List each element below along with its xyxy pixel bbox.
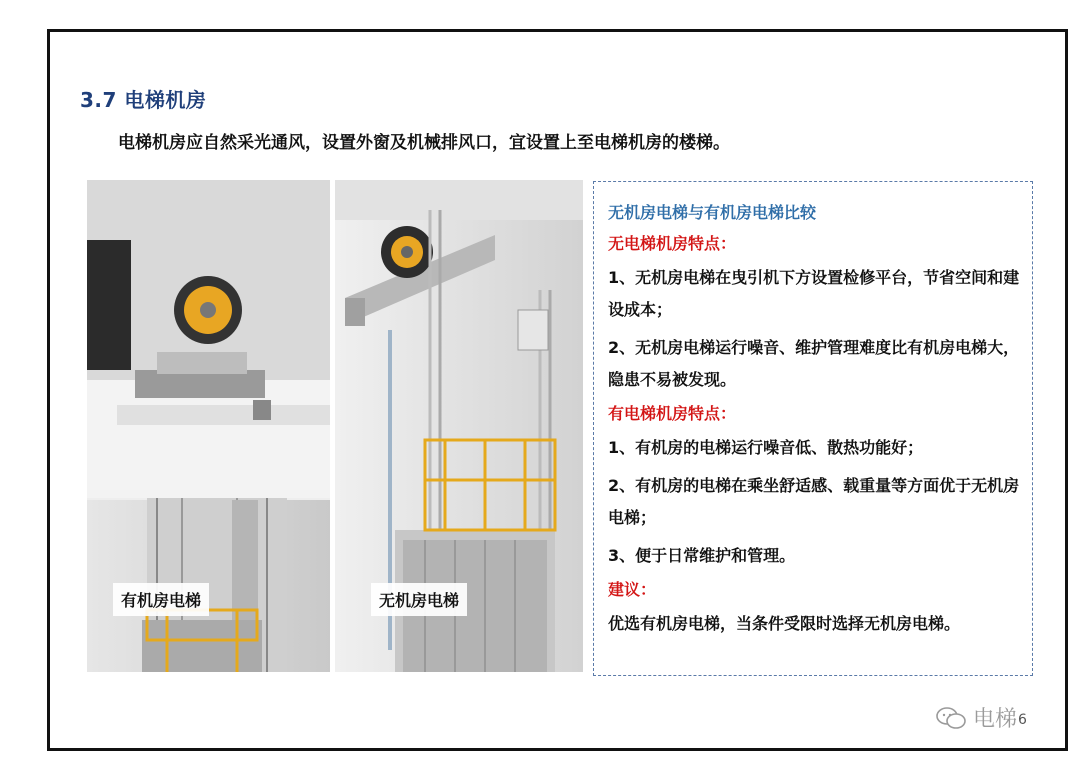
mr-features-heading: 有电梯机房特点： (608, 404, 737, 423)
advice-heading: 建议： (608, 580, 657, 599)
wechat-icon (935, 706, 967, 730)
slide-number: 6 (1018, 712, 1027, 728)
mr-point-2: 2、有机房的电梯在乘坐舒适感、载重量等方面优于无机房电梯； (608, 476, 1020, 527)
mrl-elevator-image (335, 180, 583, 672)
machine-room-elevator-label: 有机房电梯 (113, 583, 209, 616)
mrl-point-1: 1、无机房电梯在曳引机下方设置检修平台，节省空间和建设成本； (608, 268, 1020, 319)
watermark (935, 702, 1017, 733)
mr-point-3: 3、便于日常维护和管理。 (608, 546, 796, 565)
watermark-text: 电梯 (973, 707, 1018, 732)
mrl-elevator-label: 无机房电梯 (371, 583, 467, 616)
section-heading: 3.7 电梯机房 (80, 88, 207, 112)
mrl-features-heading: 无电梯机房特点： (608, 234, 737, 253)
mrl-point-2: 2、无机房电梯运行噪音、维护管理难度比有机房电梯大，隐患不易被发现。 (608, 338, 1020, 389)
mr-point-1: 1、有机房的电梯运行噪音低、散热功能好； (608, 438, 924, 457)
comparison-title: 无机房电梯与有机房电梯比较 (608, 203, 817, 222)
advice-text: 优选有机房电梯，当条件受限时选择无机房电梯。 (608, 614, 961, 633)
machine-room-elevator-image (87, 180, 330, 672)
comparison-box (593, 181, 1033, 676)
intro-text: 电梯机房应自然采光通风，设置外窗及机械排风口，宜设置上至电梯机房的楼梯。 (118, 133, 730, 153)
